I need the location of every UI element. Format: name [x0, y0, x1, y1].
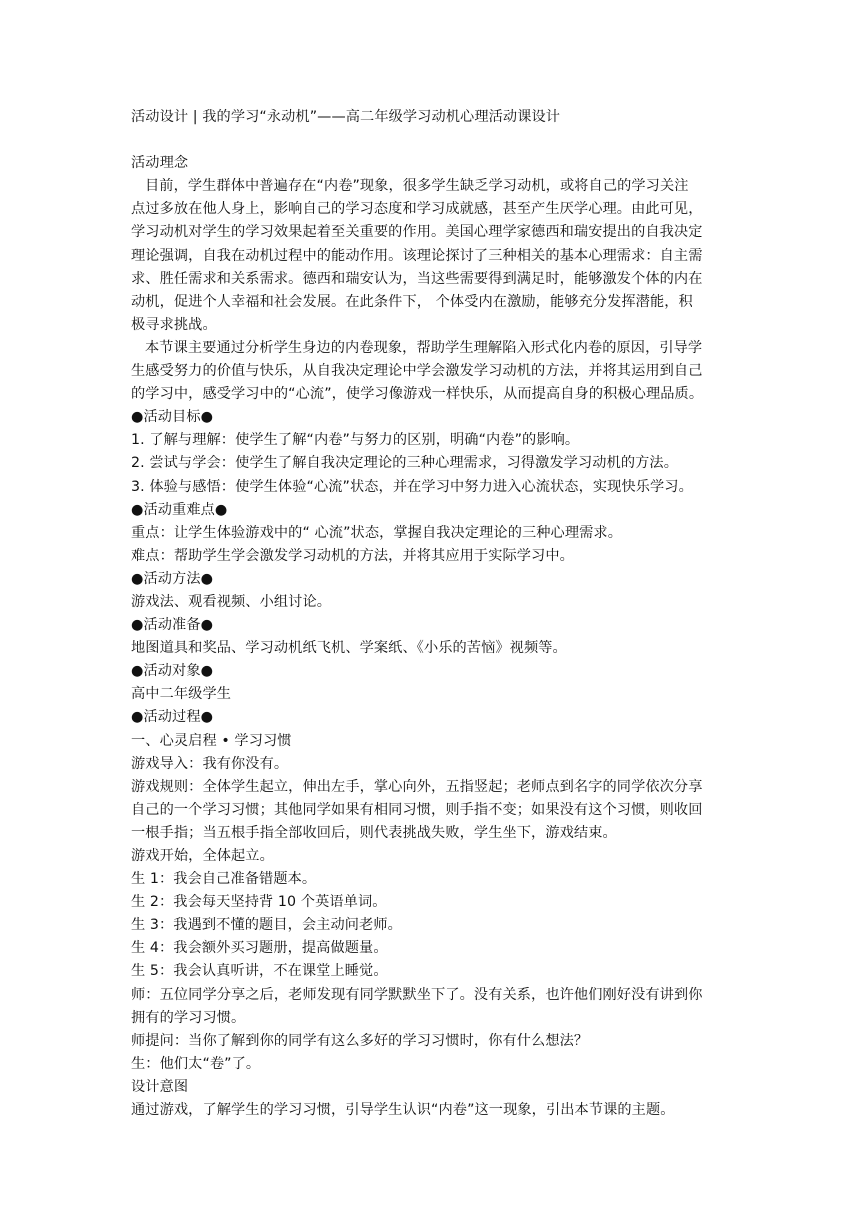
process-subheading: 一、心灵启程 • 学习习惯 — [131, 732, 292, 749]
section-heading-goals: ●活动目标● — [131, 409, 214, 426]
process-line: 师提问：当你了解到你的同学有这么多好的学习习惯时，你有什么想法？ — [131, 1032, 589, 1049]
document-title: 活动设计 | 我的学习“永动机”——高二年级学习动机心理活动课设计 — [131, 109, 561, 125]
key-point-line: 重点：让学生体验游戏中的“ 心流”状态，掌握自我决定理论的三种心理需求。 — [131, 524, 622, 541]
target-line: 高中二年级学生 — [131, 686, 232, 703]
process-line: 游戏开始，全体起立。 — [131, 848, 274, 864]
paragraph-line: 本节课主要通过分析学生身边的内卷现象，帮助学生理解陷入形式化内卷的原因，引导学 — [145, 339, 703, 356]
process-line: 拥有的学习习惯。 — [131, 1009, 246, 1026]
method-line: 游戏法、观看视频、小组讨论。 — [131, 593, 332, 610]
paragraph-line: 动机，促进个人幸福和社会发展。在此条件下， 个体受内在激励，能够充分发挥潜能，积 — [131, 293, 693, 310]
section-heading-process: ●活动过程● — [131, 709, 214, 726]
difficulty-line: 难点：帮助学生学会激发学习动机的方法，并将其应用于实际学习中。 — [131, 547, 574, 564]
section-heading-preparation: ●活动准备● — [131, 617, 214, 634]
concept-paragraph-1 — [131, 175, 735, 337]
preparation-line: 地图道具和奖品、学习动机纸飞机、学案纸、《小乐的苦恼》视频等。 — [131, 640, 567, 657]
process-line: 师：五位同学分享之后，老师发现有同学默默坐下了。没有关系，也许他们刚好没有讲到你 — [131, 986, 703, 1003]
goal-item: 2. 尝试与学会：使学生了解自我决定理论的三种心理需求，习得激发学习动机的方法。 — [131, 455, 678, 472]
concept-paragraph-2 — [131, 337, 735, 406]
design-intent-heading: 设计意图 — [131, 1078, 189, 1095]
process-line: 生：他们太“卷”了。 — [131, 1055, 261, 1072]
paragraph-line: 求、胜任需求和关系需求。德西和瑞安认为，当这些需要得到满足时，能够激发个体的内在 — [131, 270, 703, 287]
process-line: 自己的一个学习习惯；其他同学如果有相同习惯，则手指不变；如果没有这个习惯，则收回 — [131, 801, 703, 818]
process-line: 生 4：我会额外买习题册，提高做题量。 — [131, 940, 388, 957]
paragraph-line: 理论强调，自我在动机过程中的能动作用。该理论探讨了三种相关的基本心理需求：自主需 — [131, 247, 703, 264]
goal-item: 1. 了解与理解：使学生了解“内卷”与努力的区别，明确“内卷”的影响。 — [131, 432, 580, 449]
paragraph-line: 点过多放在他人身上，影响自己的学习态度和学习成就感，甚至产生厌学心理。由此可见， — [131, 201, 703, 218]
process-line: 生 1：我会自己准备错题本。 — [131, 871, 317, 888]
section-heading-target: ●活动对象● — [131, 663, 214, 680]
process-line: 生 5：我会认真听讲，不在课堂上睡觉。 — [131, 963, 388, 980]
document-page — [131, 106, 735, 1122]
process-line: 生 3：我遇到不懂的题目，会主动问老师。 — [131, 917, 402, 934]
process-line: 游戏规则：全体学生起立，伸出左手，掌心向外，五指竖起；老师点到名字的同学依次分享 — [131, 778, 703, 795]
goal-item: 3. 体验与感悟：使学生体验“心流”状态，并在学习中努力进入心流状态，实现快乐学习。 — [131, 478, 693, 495]
design-intent-line: 通过游戏，了解学生的学习习惯，引导学生认识“内卷”这一现象，引出本节课的主题。 — [131, 1102, 675, 1119]
process-line: 游戏导入：我有你没有。 — [131, 755, 289, 772]
process-line: 一根手指；当五根手指全部收回后，则代表挑战失败，学生坐下，游戏结束。 — [131, 824, 617, 841]
section-heading-concept: 活动理念 — [131, 155, 189, 172]
process-line: 生 2：我会每天坚持背 10 个英语单词。 — [131, 894, 387, 911]
section-heading-key-points: ●活动重难点● — [131, 501, 228, 518]
section-heading-method: ●活动方法● — [131, 570, 214, 587]
paragraph-line: 生感受努力的价值与快乐，从自我决定理论中学会激发学习动机的方法，并将其运用到自己 — [131, 363, 703, 380]
paragraph-line: 学习动机对学生的学习效果起着至关重要的作用。美国心理学家德西和瑞安提出的自我决定 — [131, 224, 703, 241]
paragraph-line: 的学习中，感受学习中的“心流”，使学习像游戏一样快乐，从而提高自身的积极心理品质。 — [131, 386, 704, 403]
paragraph-line: 极寻求挑战。 — [131, 316, 217, 333]
paragraph-line: 目前，学生群体中普遍存在“内卷”现象，很多学生缺乏学习动机，或将自己的学习关注 — [145, 178, 689, 195]
